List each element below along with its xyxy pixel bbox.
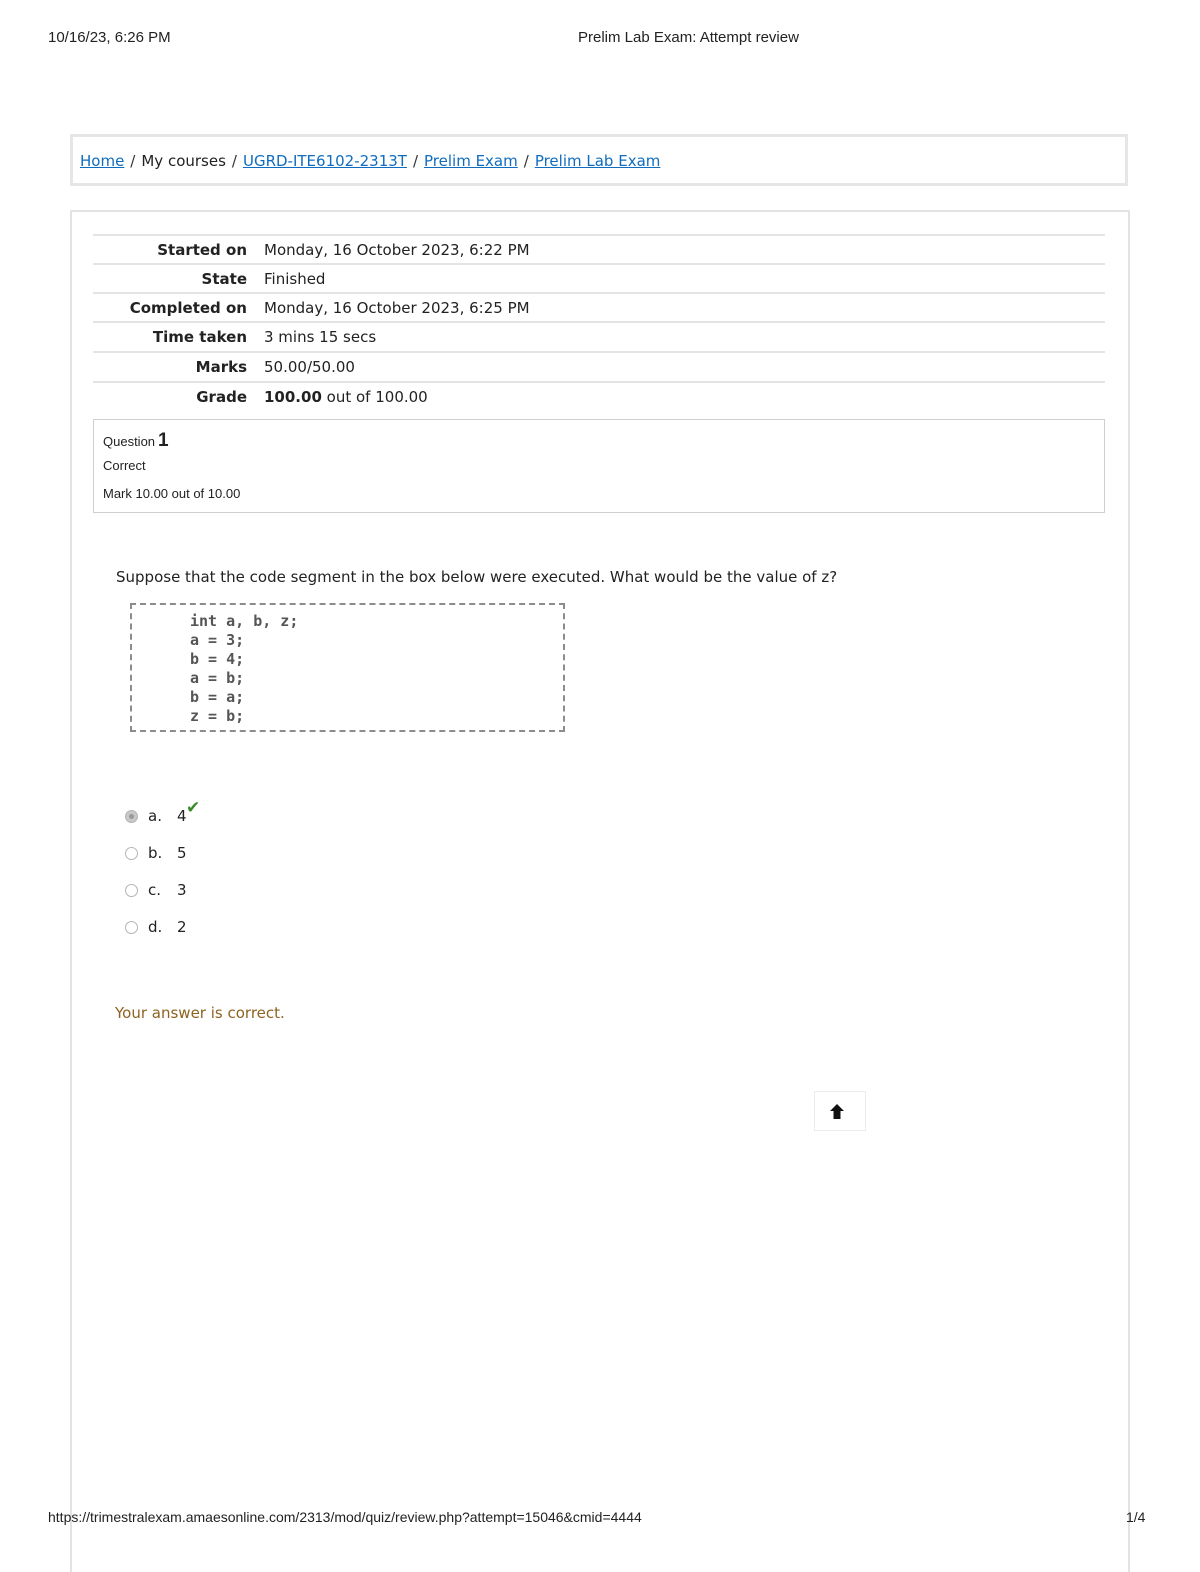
radio-button-selected[interactable] xyxy=(125,810,138,823)
back-to-top-button[interactable] xyxy=(814,1091,866,1131)
print-footer-url: https://trimestralexam.amaesonline.com/2313/mod/quiz/review.php?attempt=15046&cmid=4444 xyxy=(48,1509,642,1525)
breadcrumb-home-link[interactable]: Home xyxy=(80,152,125,170)
summary-value: Monday, 16 October 2023, 6:25 PM xyxy=(264,299,530,317)
summary-value: 50.00/50.00 xyxy=(264,358,355,376)
option-text: 3 xyxy=(177,881,187,899)
radio-button[interactable] xyxy=(125,847,138,860)
summary-value: 3 mins 15 secs xyxy=(264,328,377,346)
summary-label: Grade xyxy=(196,388,247,406)
grade-score: 100.00 xyxy=(264,388,322,406)
breadcrumb-separator: / xyxy=(231,152,237,170)
summary-row-completed-on xyxy=(93,292,1105,321)
summary-row-started-on xyxy=(93,234,1105,263)
option-letter: d. xyxy=(148,918,163,936)
breadcrumb-container xyxy=(70,134,1128,186)
summary-label: State xyxy=(201,270,247,288)
option-text: 2 xyxy=(177,918,187,936)
question-text: Suppose that the code segment in the box below were executed. What would be the value of z? xyxy=(116,568,838,586)
summary-value: Finished xyxy=(264,270,326,288)
question-number xyxy=(103,430,169,452)
option-letter: b. xyxy=(148,844,163,862)
print-footer-page-number: 1/4 xyxy=(1126,1509,1146,1525)
check-icon: ✔ xyxy=(186,798,201,818)
breadcrumb-separator: / xyxy=(523,152,529,170)
radio-button[interactable] xyxy=(125,921,138,934)
breadcrumb-prelim-exam-link[interactable]: Prelim Exam xyxy=(424,152,518,170)
summary-label: Time taken xyxy=(152,328,247,346)
summary-row-grade xyxy=(93,381,1105,411)
grade-out-of: out of 100.00 xyxy=(326,388,428,406)
option-letter: c. xyxy=(148,881,162,899)
summary-label: Started on xyxy=(157,241,247,259)
main-content-region xyxy=(70,210,1130,1572)
breadcrumb-prelim-lab-exam-link[interactable]: Prelim Lab Exam xyxy=(534,152,661,170)
print-header-datetime: 10/16/23, 6:26 PM xyxy=(48,29,171,46)
breadcrumb-course-link[interactable]: UGRD-ITE6102-2313T xyxy=(242,152,407,170)
breadcrumb-separator: / xyxy=(412,152,419,170)
option-text: 4 xyxy=(177,807,187,825)
summary-label: Completed on xyxy=(129,299,247,317)
breadcrumb xyxy=(80,152,660,170)
summary-value xyxy=(264,388,428,406)
code-box xyxy=(130,603,565,732)
answer-feedback: Your answer is correct. xyxy=(115,1004,285,1022)
question-info-box xyxy=(93,419,1105,513)
breadcrumb-separator: / xyxy=(130,152,136,170)
option-letter: a. xyxy=(148,807,162,825)
option-text: 5 xyxy=(177,844,187,862)
attempt-summary-table xyxy=(93,234,1105,411)
summary-row-time-taken xyxy=(93,321,1105,351)
question-label: Question xyxy=(103,434,156,449)
code-segment: int a, b, z; a = 3; b = 4; a = b; b = a; z = b; xyxy=(190,612,299,725)
summary-row-state xyxy=(93,263,1105,292)
breadcrumb-my-courses: My courses xyxy=(141,152,226,170)
print-header-title: Prelim Lab Exam: Attempt review xyxy=(578,29,799,46)
arrow-up-icon xyxy=(829,1103,845,1120)
question-mark: Mark 10.00 out of 10.00 xyxy=(103,486,241,501)
summary-value: Monday, 16 October 2023, 6:22 PM xyxy=(264,241,530,259)
radio-button[interactable] xyxy=(125,884,138,897)
summary-label: Marks xyxy=(195,358,247,376)
summary-row-marks xyxy=(93,351,1105,381)
question-state: Correct xyxy=(103,458,146,473)
question-number-value: 1 xyxy=(158,430,169,451)
